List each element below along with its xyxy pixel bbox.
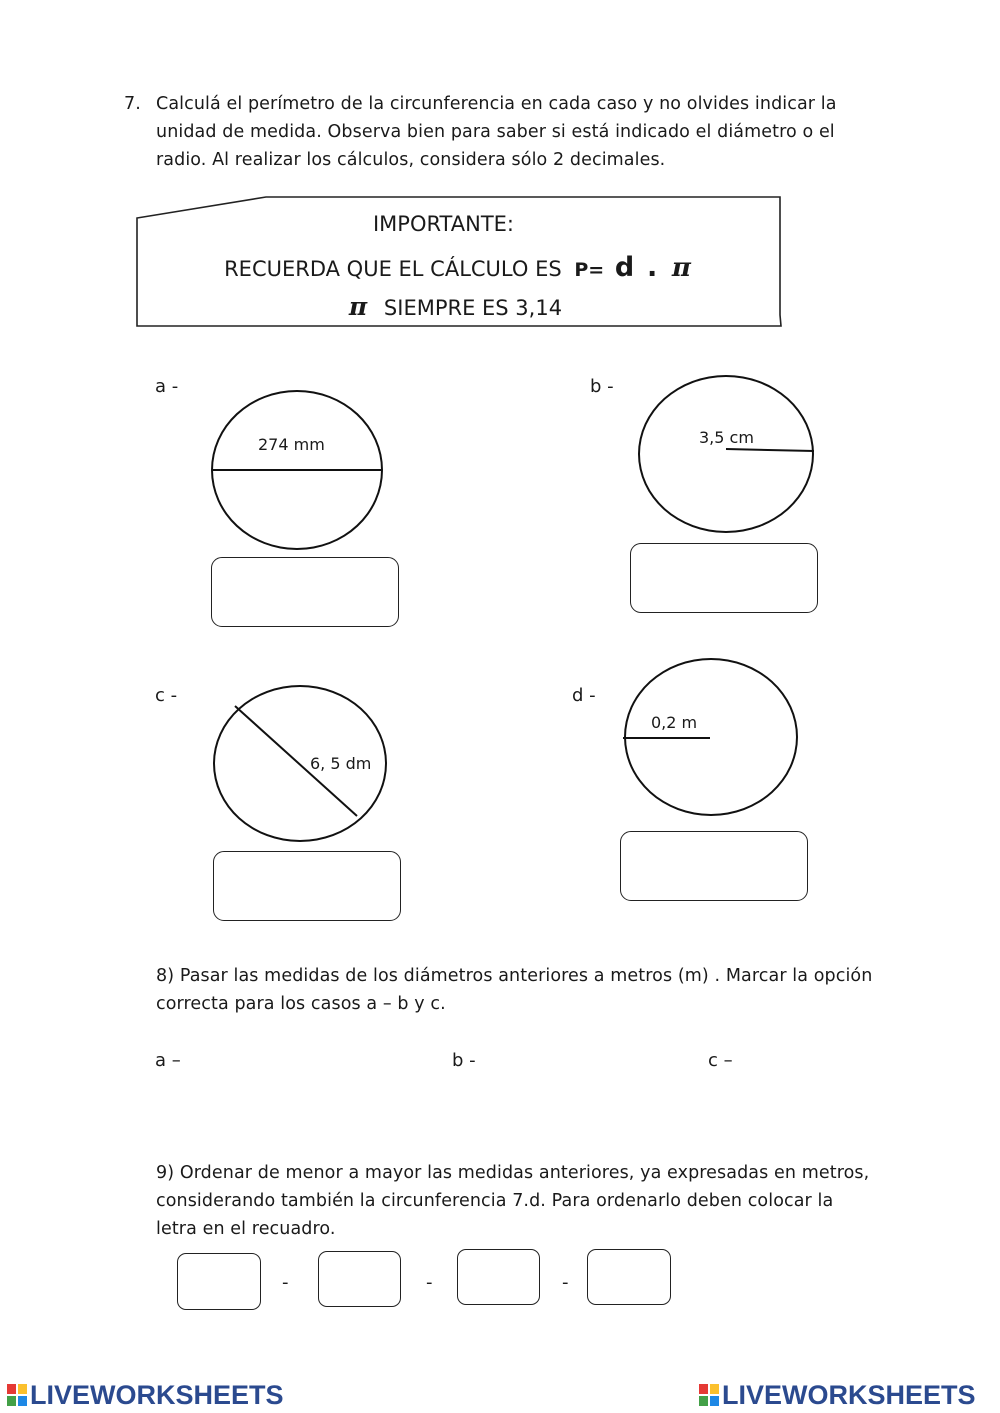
footer-logo-right [698, 1378, 976, 1412]
order-separator-2: - [426, 1272, 433, 1293]
question-7-number: 7. [124, 94, 141, 114]
question-9-line-2: considerando también la circunferencia 7.d. Para ordenarlo deben colocar la [156, 1191, 834, 1211]
circle-a-diameter-line [212, 469, 382, 471]
important-formula-line [134, 252, 781, 283]
important-pi-line [132, 292, 779, 321]
formula-pi: π [671, 253, 691, 283]
order-box-3[interactable] [457, 1249, 540, 1305]
order-box-2[interactable] [318, 1251, 401, 1307]
important-title: IMPORTANTE: [372, 212, 514, 236]
formula-prefix: P= [574, 259, 605, 281]
circle-b-label: b - [590, 376, 614, 397]
liveworksheets-logo-icon [698, 1382, 720, 1408]
important-recall-text: RECUERDA QUE EL CÁLCULO ES [224, 257, 562, 281]
question-9-line-1: 9) Ordenar de menor a mayor las medidas anteriores, ya expresadas en metros, [156, 1163, 870, 1183]
circle-b-measure: 3,5 cm [699, 428, 754, 447]
footer-logo-left [6, 1378, 284, 1412]
answer-box-c[interactable] [213, 851, 401, 921]
important-box [136, 196, 783, 328]
question-8-answer-b[interactable]: b - [452, 1050, 476, 1071]
pi-symbol: π [348, 292, 368, 321]
answer-box-a[interactable] [211, 557, 399, 627]
pi-value-text: SIEMPRE ES 3,14 [383, 296, 563, 320]
order-separator-3: - [562, 1272, 569, 1293]
order-separator-1: - [282, 1272, 289, 1293]
formula-diameter: d [614, 252, 635, 283]
order-box-1[interactable] [177, 1253, 261, 1310]
question-8-line-2: correcta para los casos a – b y c. [156, 994, 446, 1014]
circle-d-label: d - [572, 685, 596, 706]
question-7-line-1: Calculá el perímetro de la circunferencia en cada caso y no olvides indicar la [156, 94, 837, 114]
order-box-4[interactable] [587, 1249, 671, 1305]
question-8-answer-a[interactable]: a – [155, 1050, 181, 1071]
question-8-line-1: 8) Pasar las medidas de los diámetros anteriores a metros (m) . Marcar la opción [156, 966, 873, 986]
brand-left: LIVEWORKSHEETS [30, 1379, 284, 1410]
question-8-answer-c[interactable]: c – [708, 1050, 733, 1071]
circle-c-measure: 6, 5 dm [310, 754, 372, 773]
circle-d-radius-line [623, 737, 710, 739]
answer-box-d[interactable] [620, 831, 808, 901]
formula-dot: . [646, 252, 658, 283]
question-7-line-2: unidad de medida. Observa bien para saber si está indicado el diámetro o el [156, 122, 835, 142]
circle-a-label: a - [155, 376, 179, 397]
circle-d-measure: 0,2 m [651, 713, 698, 732]
question-7-line-3: radio. Al realizar los cálculos, considera sólo 2 decimales. [156, 150, 666, 170]
liveworksheets-logo-icon [6, 1382, 28, 1408]
answer-box-b[interactable] [630, 543, 818, 613]
brand-right: LIVEWORKSHEETS [722, 1379, 976, 1410]
question-9-line-3: letra en el recuadro. [156, 1219, 336, 1239]
circle-a-measure: 274 mm [258, 435, 325, 454]
circle-c-label: c - [155, 685, 178, 706]
